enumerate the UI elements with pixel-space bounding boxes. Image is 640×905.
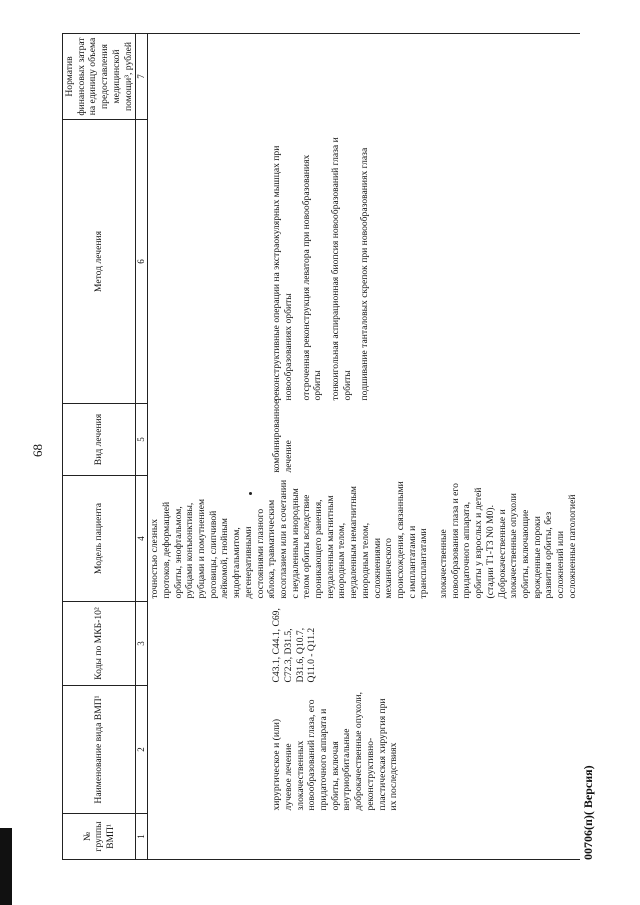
header-method: Метод лечения xyxy=(63,120,136,404)
vmp-table xyxy=(62,33,580,860)
cell-codes xyxy=(148,602,580,686)
column-number: 2 xyxy=(136,686,148,814)
cell-vmp-name xyxy=(148,686,580,814)
method-item: реконструктивные операции на экстраокулярных мышцах при новообразованиях орбиты xyxy=(271,145,294,401)
header-patient-model: Модель пациента xyxy=(63,476,136,602)
cell-method xyxy=(148,120,580,404)
document-footer: 00706(п)( Версия) xyxy=(581,765,595,860)
cell-group xyxy=(148,814,580,860)
column-number: 6 xyxy=(136,120,148,404)
scan-edge-bar xyxy=(0,828,12,905)
header-row xyxy=(63,34,136,860)
codes-text: C43.1, C44.1, C69, C72.3, D31.5, D31.6, Q10.7, Q11.0 - Q11.2 xyxy=(271,608,318,683)
method-item: подшивание танталовых скрепок при новообразованиях глаза xyxy=(359,147,371,401)
column-number: 5 xyxy=(136,404,148,476)
cell-treatment-type xyxy=(148,399,580,476)
treatment-type-text: комбинированное лечение xyxy=(271,399,294,473)
header-group: № группы ВМП¹ xyxy=(63,814,136,860)
header-codes: Коды по МКБ-10² xyxy=(63,602,136,686)
cell-cost xyxy=(148,34,580,120)
header-vmp-name: Наименование вида ВМП¹ xyxy=(63,686,136,814)
rotated-page xyxy=(16,20,616,866)
table-row xyxy=(148,34,580,860)
page-number: 68 xyxy=(30,444,45,457)
vmp-name-text: хирургическое и (или) лучевое лечение злокачественных новообразований глаза, его придаточного аппарата и орбиты, включая внутриорбитальные доброкачественные опухоли, реконструктивно-пластическая хирургия при их последствиях xyxy=(271,691,400,811)
patient-model-text: злокачественные новообразования глаза и его придаточного аппарата, орбиты у взрослых и детей (стадии T1-T3 N0 M0). Доброкачественные и злокачественные опухоли орбиты, включающие врожденные пороки развития орбиты, без осложнений или осложненные патологией xyxy=(438,483,578,599)
scan-speck xyxy=(249,492,252,495)
column-number-row xyxy=(136,34,148,860)
column-number: 1 xyxy=(136,814,148,860)
method-item: тонкоигольная аспирационная биопсия новообразований глаза и орбиты xyxy=(330,137,353,401)
method-item: отсроченная реконструкция леватора при новообразованиях орбиты xyxy=(300,154,324,401)
column-number: 3 xyxy=(136,602,148,686)
cell-patient-model xyxy=(148,476,580,602)
header-cost: Норматив финансовых затрат на единицу объема предоставления медицинской помощи³, рублей xyxy=(63,34,136,120)
column-number: 7 xyxy=(136,34,148,120)
patient-model-continuation: точностью слезных протоков, деформацией орбиты, энофтальмом, рубцами конъюнктивы, рубцами и помутнением роговицы, слипчивой лейкомой, гнойным эндофтальмитом, дегенеративными состояниями глазного яблока, травматическим косоглазием или в сочетании с неудаленным инородным телом орбиты вследствие проникающего ранения, неудаленным магнитным инородным телом, неудаленным немагнитным инородным телом, осложнениями механического происхождения, связанными с имплантатами и трансплантатами xyxy=(149,479,430,599)
column-number: 4 xyxy=(136,476,148,602)
header-treatment-type: Вид лечения xyxy=(63,404,136,476)
